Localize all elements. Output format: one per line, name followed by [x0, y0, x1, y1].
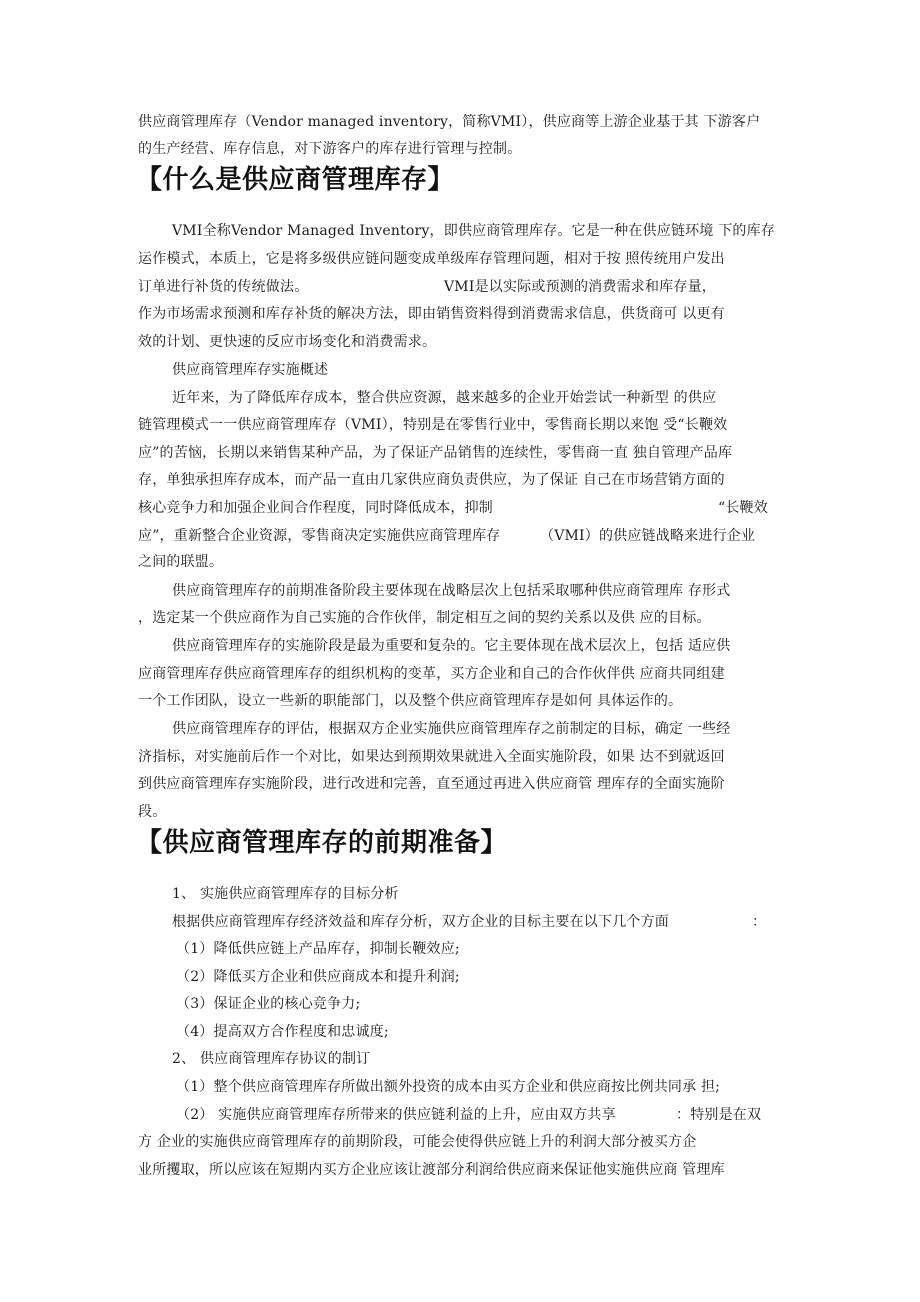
paragraph-line: 应”的苦恼，长期以来销售某种产品，为了保证产品销售的连续性，零售商一直 独自管理产品库 — [138, 445, 733, 461]
paragraph-line: 应商管理库存供应商管理库存的组织机构的变革，买方企业和自己的合作伙伴供 应商共同组建 — [138, 666, 725, 682]
paragraph-line: 核心竞争力和加强企业间合作程度，同时降低成本，抑制 — [138, 500, 493, 516]
paragraph-line: ，选定某一个供应商作为自己实施的合作伙伴，制定相互之间的契约关系以及供 应的目标。 — [138, 610, 711, 626]
paragraph-line: 段。 — [138, 804, 167, 820]
paragraph-line: 订单进行补货的传统做法。 — [138, 279, 309, 295]
paragraph-line: 运作模式，本质上，它是将多级供应链问题变成单级库存管理问题，相对于按 照传统用户发出 — [138, 251, 725, 267]
list-item: （3）保证企业的核心竞争力; — [176, 996, 361, 1012]
paragraph-line: 供应商管理库存的前期准备阶段主要体现在战略层次上包括采取哪种供应商管理库 存形式 — [172, 583, 731, 599]
list-item: （1）整个供应商管理库存所做出额外投资的成本由买方企业和供应商按比例共同承 担; — [176, 1079, 721, 1095]
paragraph-line: 应”，重新整合企业资源，零售商决定实施供应商管理库存 — [138, 528, 501, 544]
paragraph-line: 近年来，为了降低库存成本，整合供应资源，越来越多的企业开始尝试一种新型 的供应 — [172, 390, 717, 406]
intro-line-2: 的生产经营、库存信息，对下游客户的库存进行管理与控制。 — [138, 141, 522, 157]
list-item: （4）提高双方合作程度和忠诚度; — [176, 1024, 389, 1040]
paragraph-line: 链管理模式一一供应商管理库存（VMI），特别是在零售行业中，零售商长期以来饱 受“长鞭效 — [138, 417, 728, 433]
paragraph-line: 作为市场需求预测和库存补货的解决方法，即由销售资料得到消费需求信息，供货商可 以更有 — [138, 306, 725, 322]
paragraph-line: VMI是以实际或预测的消费需求和库存量， — [444, 279, 716, 295]
section-heading-what-is-vmi: 【什么是供应商管理库存】 — [136, 165, 455, 195]
paragraph-line: 方 企业的实施供应商管理库存的前期阶段，可能会使得供应链上升的利润大部分被买方企 — [138, 1134, 697, 1150]
list-item: （1）降低供应链上产品库存，抑制长鞭效应; — [176, 941, 460, 957]
section-heading-preparation: 【供应商管理库存的前期准备】 — [136, 828, 508, 858]
paragraph-line: 供应商管理库存的评估，根据双方企业实施供应商管理库存之前制定的目标，确定 一些经 — [172, 721, 731, 737]
paragraph-line: （VMI）的供应链战略来进行企业 — [540, 528, 756, 544]
list-item: （2）降低买方企业和供应商成本和提升利润; — [176, 969, 460, 985]
paragraph-line: VMI全称Vendor Managed Inventory，即供应商管理库存。它是一种在供应链环境 下的库存 — [172, 223, 776, 239]
paragraph-line: 业所攫取，所以应该在短期内买方企业应该让渡部分利润给供应商来保证他实施供应商 管理库 — [138, 1162, 725, 1178]
paragraph-line: 根据供应商管理库存经济效益和库存分析，双方企业的目标主要在以下几个方面 — [172, 914, 669, 930]
paragraph-colon: ： — [752, 914, 767, 930]
paragraph-line: “长鞭效 — [718, 500, 768, 516]
paragraph-line: 之间的联盟。 — [138, 554, 224, 570]
numbered-item-title: 2、 供应商管理库存协议的制订 — [172, 1051, 371, 1067]
subsection-title: 供应商管理库存实施概述 — [172, 362, 329, 378]
paragraph-line: ：特别是在双 — [676, 1107, 762, 1123]
paragraph-line: 存，单独承担库存成本，而产品一直由几家供应商负责供应，为了保证 自己在市场营销方面的 — [138, 472, 725, 488]
numbered-item-title: 1、 实施供应商管理库存的目标分析 — [172, 886, 399, 902]
paragraph-line: 济指标，对实施前后作一个对比，如果达到预期效果就进入全面实施阶段，如果 达不到就返回 — [138, 749, 725, 765]
paragraph-line: 一个工作团队，设立一些新的职能部门，以及整个供应商管理库存是如何 具体运作的。 — [138, 693, 683, 709]
intro-line-1: 供应商管理库存（Vendor managed inventory，简称VMI），供应商等上游企业基于其 下游客户 — [138, 114, 761, 130]
paragraph-line: 效的计划、更快速的反应市场变化和消费需求。 — [138, 334, 437, 350]
paragraph-line: 供应商管理库存的实施阶段是最为重要和复杂的。它主要体现在战术层次上，包括 适应供 — [172, 638, 731, 654]
paragraph-line: 到供应商管理库存实施阶段，进行改进和完善，直至通过再进入供应商管 理库存的全面实施阶 — [138, 776, 725, 792]
list-item: （2） 实施供应商管理库存所带来的供应链利益的上升，应由双方共享 — [176, 1107, 616, 1123]
